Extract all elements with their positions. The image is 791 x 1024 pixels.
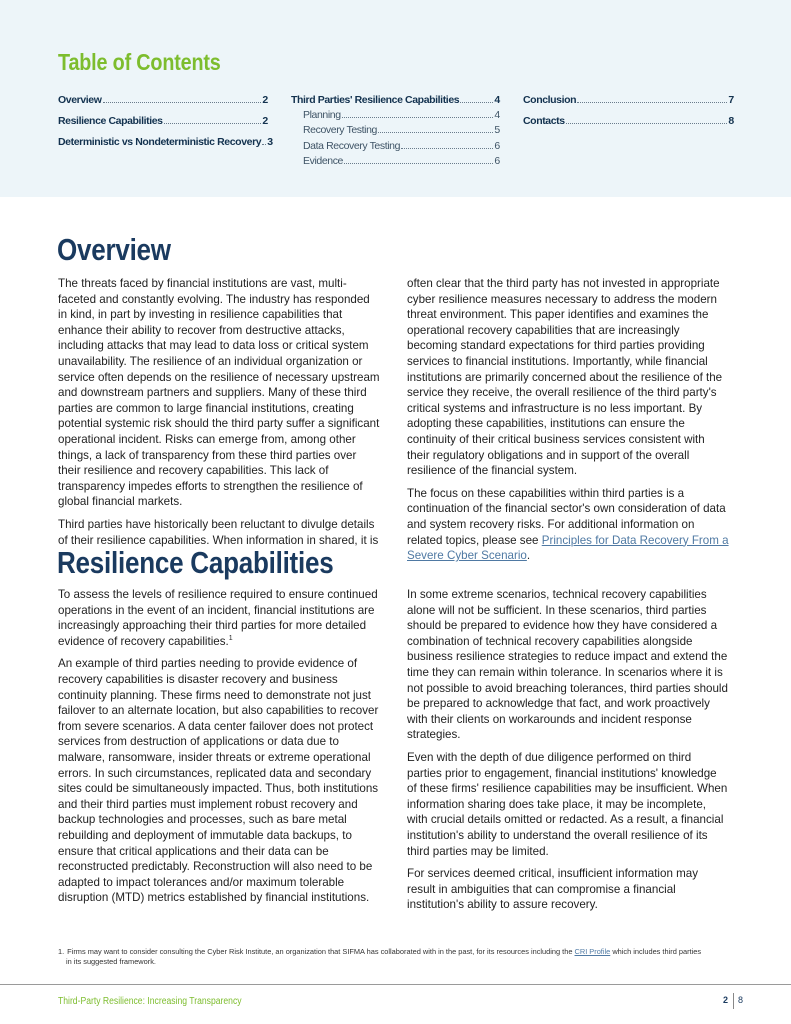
footnote bbox=[58, 947, 738, 967]
footnote-ref-1[interactable]: 1 bbox=[228, 634, 233, 642]
toc-entry-resilience-capabilities[interactable]: Resilience Capabilities 2 bbox=[58, 115, 268, 127]
overview-left-column bbox=[58, 276, 380, 555]
overview-paragraph-4-text: The focus on these capabilities within third parties is a continuation of the financial sector's own consideration of data and system recovery risks. For additional information on related topics, please see bbox=[407, 486, 726, 547]
overview-paragraph-4 bbox=[407, 486, 729, 564]
toc-column-3 bbox=[523, 94, 734, 136]
footnote-line-1 bbox=[58, 947, 738, 957]
resilience-paragraph-1 bbox=[58, 587, 380, 649]
overview-paragraph-4-end: . bbox=[526, 549, 531, 563]
footer-divider bbox=[0, 984, 791, 985]
overview-heading: Overview bbox=[57, 232, 171, 267]
page-total: 8 bbox=[738, 995, 744, 1005]
footnote-text-before: Firms may want to consider consulting the Cyber Risk Institute, an organization that SIFMA has collaborated with in the past, for its resources including the bbox=[67, 947, 573, 956]
footer-title: Third-Party Resilience: Increasing Transparency bbox=[58, 996, 242, 1007]
principles-data-recovery-link[interactable]: Principles for Data Recovery From a Severe Cyber Scenario bbox=[407, 533, 729, 563]
cri-profile-link[interactable]: CRI Profile bbox=[574, 947, 611, 956]
resilience-left-column bbox=[58, 587, 380, 913]
overview-paragraph-1: The threats faced by financial institutions are vast, multi-faceted and constantly evolving. The industry has responded in kind, in part by investing in resilience capabilities that enhance their ability to recover from destructive attacks, including attacks that may lead to data loss or critical system unavailability. The resilience of an individual organization or service often depends on the resilience of necessary upstream and downstream partners and suppliers. Many of these third parties are common to large financial institutions, creating potential systemic risk should the third party suffer a significant operational incident. Risks can emerge from, among other things, a lack of transparency from these third parties over their resilience and recovery capabilities. This lack of transparency impedes efforts to strengthen the resilience of global financial markets. bbox=[58, 277, 380, 509]
footnote-text-after: which includes third parties bbox=[612, 947, 702, 956]
overview-right-column bbox=[407, 276, 729, 571]
toc-entry-conclusion[interactable]: Conclusion 7 bbox=[523, 94, 734, 106]
resilience-paragraph-3: In some extreme scenarios, technical recovery capabilities alone will not be sufficient. In these scenarios, third parties should be prepared to evidence how they have considered a combination of technical recovery capabilities alongside business resilience strategies to reduce impact and extend the time they can remain within tolerance. In scenarios where it is not possible to avoid breaching tolerances, third parties should be prepared to acknowledge that fact, and work proactively with their clients on workarounds and incident response strategies. bbox=[407, 588, 728, 742]
overview-paragraph-3: often clear that the third party has not invested in appropriate cyber resilience measures necessary to address the modern threat environment. This paper identifies and examines the operational recovery capabilities that are increasingly becoming standard expectations for third parties providing services to financial institutions. Importantly, while financial institutions are primarily concerned about the resilience of the service they receive, the overall resilience of the third party's critical systems and infrastructure is no less important. By adopting these capabilities, institutions can ensure the continuity of their critical business services consistent with their regulatory obligations and in support of the overall resilience of the financial system. bbox=[407, 277, 723, 478]
page-number-separator bbox=[733, 993, 734, 1009]
resilience-paragraph-5: For services deemed critical, insufficient information may result in ambiguities that can compromise a financial institution's ability to assure recovery. bbox=[407, 867, 699, 912]
resilience-paragraph-4: Even with the depth of due diligence performed on third parties prior to engagement, financial institutions' knowledge of these firms' resilience capabilities may be insufficient. When information sharing does take place, it may be incomplete, with crucial details omitted or redacted. As a result, a financial institution's ability to understand the overall resilience of its third parties may be limited. bbox=[407, 750, 728, 858]
toc-subentry-data-recovery-testing[interactable]: Data Recovery Testing 6 bbox=[303, 139, 500, 152]
resilience-paragraph-2: An example of third parties needing to provide evidence of recovery capabilities is disaster recovery and business continuity planning. These firms need to demonstrate not just failover to an alternate location, but also capabilities to recover from severe scenarios. A data center failover does not protect services from destruction of applications or data due to malware, ransomware, insider threats or extreme operational errors. In such circumstances, replicated data and secondary sites could be simultaneously impacted. Thus, both institutions and their third parties must implement robust recovery and backup technologies and processes, such as bare metal rebuilding and deployment of immutable data backups, to ensure that critical applications and their data can be reconstructed predictably. Reconstruction will also need to be adapted to impact tolerances and/or maximum tolerable disruption (MTD) metrics established by financial institutions. bbox=[58, 657, 379, 905]
overview-paragraph-2: Third parties have historically been reluctant to divulge details of their resilience capabilities. When information in shared, it is bbox=[58, 517, 379, 547]
toc-column-2 bbox=[291, 94, 500, 170]
toc-entry-contacts[interactable]: Contacts 8 bbox=[523, 115, 734, 127]
resilience-right-column bbox=[407, 587, 729, 920]
footnote-line-2: in its suggested framework. bbox=[66, 957, 156, 966]
resilience-heading: Resilience Capabilities bbox=[57, 545, 334, 580]
page-number: 2 bbox=[722, 995, 728, 1005]
toc-entry-overview[interactable]: Overview 2 bbox=[58, 94, 268, 106]
toc-subentry-recovery-testing[interactable]: Recovery Testing 5 bbox=[303, 124, 500, 137]
toc-subentry-evidence[interactable]: Evidence 6 bbox=[303, 154, 500, 167]
resilience-paragraph-1-text: To assess the levels of resilience required to ensure continued operations in the event of an incident, financial institutions are increasingly approaching their third parties for more detailed evidence of recovery capabilities. bbox=[58, 588, 378, 648]
toc-entry-deterministic-recovery[interactable]: Deterministic vs Nondeterministic Recovery 3 bbox=[58, 136, 273, 148]
footnote-number: 1. bbox=[58, 947, 65, 956]
toc-title: Table of Contents bbox=[58, 49, 221, 75]
toc-column-1 bbox=[58, 94, 273, 157]
toc-subentry-planning[interactable]: Planning 4 bbox=[303, 109, 500, 121]
toc-entry-third-parties-capabilities[interactable]: Third Parties' Resilience Capabilities 4 bbox=[291, 94, 500, 106]
